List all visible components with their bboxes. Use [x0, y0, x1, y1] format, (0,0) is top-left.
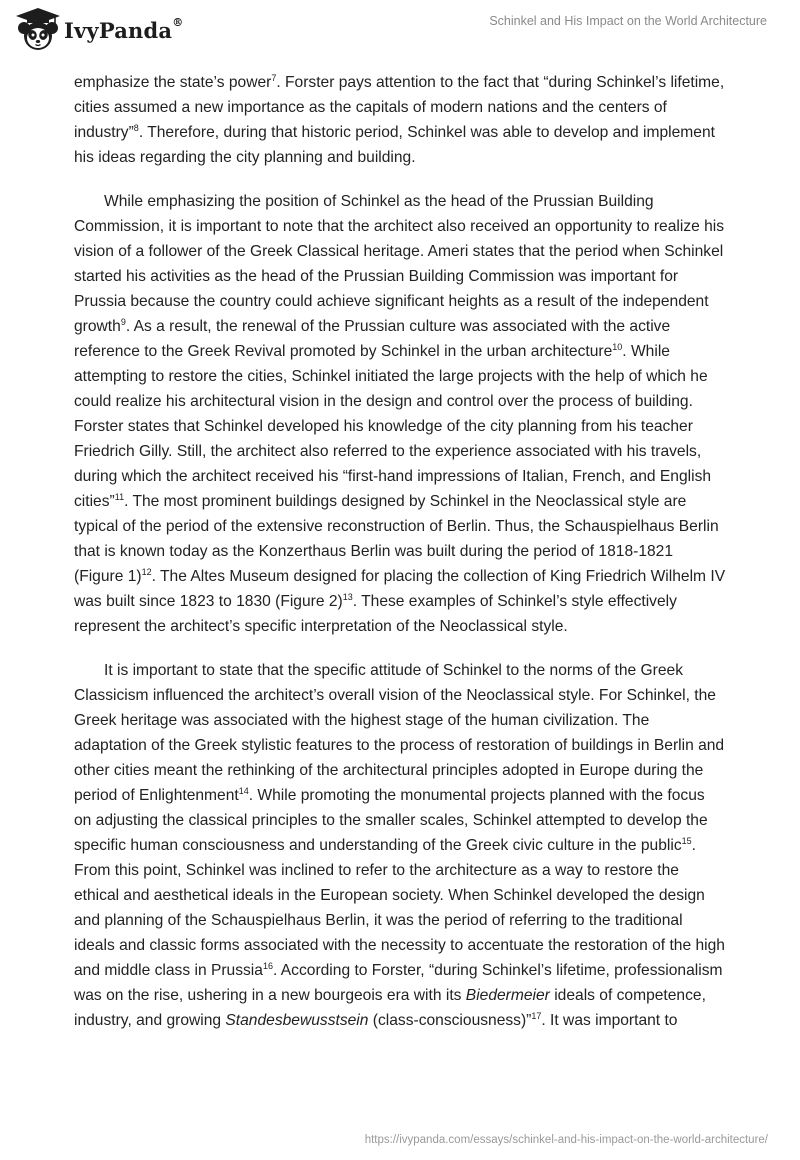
source-url[interactable]: https://ivypanda.com/essays/schinkel-and-his-impact-on-the-world-architecture/: [364, 1134, 768, 1146]
text-run: While emphasizing the position of Schinkel as the head of the Prussian Building Commission, it is important to note that the architect also received an opportunity to realize his vision of a follower of the Greek Classical heritage. Ameri states that the period when Schinkel started his activities as the head of the Prussian Building Commission was important for Prussia because the country could achieve significant heights as a result of the independent growth: [74, 193, 725, 335]
essay-body: [74, 70, 726, 1052]
text-run: . Forster pays attention to the fact that “during Schinkel’s lifetime, cities assumed a new importance as the capitals of modern nations and the centers of industry”: [74, 74, 725, 141]
footnote-ref[interactable]: 7: [271, 72, 277, 83]
page-header: [0, 0, 800, 60]
italic-term: Biedermeier: [465, 987, 550, 1004]
text-run: . As a result, the renewal of the Prussian culture was associated with the active reference to the Greek Revival promoted by Schinkel in the urban architecture: [74, 318, 671, 360]
text-run: ideals of competence, industry, and growing: [74, 987, 706, 1029]
paragraph-3: [74, 658, 726, 1033]
footnote-ref[interactable]: 14: [238, 785, 249, 796]
footnote-ref[interactable]: 17: [531, 1010, 542, 1021]
panda-graduate-icon: [14, 6, 62, 54]
text-run: . It was important to: [541, 1012, 678, 1029]
footnote-ref[interactable]: 12: [141, 566, 152, 577]
footnote-ref[interactable]: 10: [612, 341, 623, 352]
logo-text: IvyPanda: [64, 17, 173, 43]
text-run: emphasize the state’s power: [74, 74, 272, 91]
text-run: . From this point, Schinkel was inclined to refer to the architecture as a way to restore the ethical and aesthetical ideals in the European society. When Schinkel developed the design and planning of the Schauspielhaus Berlin, it was the period of referring to the traditional ideals and classic forms associated with the necessity to accentuate the restoration of the high and middle class in Prussia: [74, 837, 725, 979]
text-run: . Therefore, during that historic period, Schinkel was able to develop and implement his ideas regarding the city planning and building.: [74, 124, 715, 166]
text-run: (class-consciousness)”: [368, 1012, 532, 1029]
text-run: . According to Forster, “during Schinkel’s lifetime, professionalism was on the rise, ushering in a new bourgeois era with its: [74, 962, 723, 1004]
paragraph-2: [74, 189, 726, 639]
footnote-ref[interactable]: 9: [120, 316, 126, 327]
footnote-ref[interactable]: 16: [262, 960, 273, 971]
text-run: It is important to state that the specific attitude of Schinkel to the norms of the Greek Classicism influenced the architect’s overall vision of the Neoclassical style. For Schinkel, the Greek heritage was associated with the highest stage of the human civilization. The adaptation of the Greek stylistic features to the process of restoration of buildings in Berlin and other cities meant the rethinking of the architectural principles adopted in Europe during the period of Enlightenment: [74, 662, 725, 804]
logo-wordmark: [64, 15, 184, 43]
ivypanda-logo[interactable]: [14, 6, 183, 54]
text-run: . While promoting the monumental projects planned with the focus on adjusting the classical principles to the smaller scales, Schinkel attempted to develop the specific human consciousness and understanding of the Greek civic culture in the public: [74, 787, 708, 854]
footnote-ref[interactable]: 15: [681, 835, 692, 846]
paragraph-1: [74, 70, 726, 170]
footnote-ref[interactable]: 13: [342, 591, 353, 602]
text-run: . The most prominent buildings designed by Schinkel in the Neoclassical style are typical of the period of the extensive reconstruction of Berlin. Thus, the Schauspielhaus Berlin that is known today as the Konzerthaus Berlin was built during the period of 1818-1821 (Figure 1): [74, 493, 719, 585]
text-run: . The Altes Museum designed for placing the collection of King Friedrich Wilhelm IV was built since 1823 to 1830 (Figure 2): [74, 568, 726, 610]
footnote-ref[interactable]: 11: [114, 491, 125, 502]
registered-mark: ®: [172, 15, 184, 29]
italic-term: Standesbewusstsein: [225, 1012, 369, 1029]
text-run: . These examples of Schinkel’s style effectively represent the architect’s specific interpretation of the Neoclassical style.: [74, 593, 677, 635]
text-run: . While attempting to restore the cities, Schinkel initiated the large projects with the help of which he could realize his architectural vision in the design and control over the process of building. Forster states that Schinkel developed his knowledge of the city planning from his teacher Friedrich Gilly. Still, the architect also referred to the experience associated with his travels, during which the architect received his “first-hand impressions of Italian, French, and English cities”: [74, 343, 712, 510]
document-title: Schinkel and His Impact on the World Architecture: [489, 14, 767, 28]
footnote-ref[interactable]: 8: [133, 122, 139, 133]
